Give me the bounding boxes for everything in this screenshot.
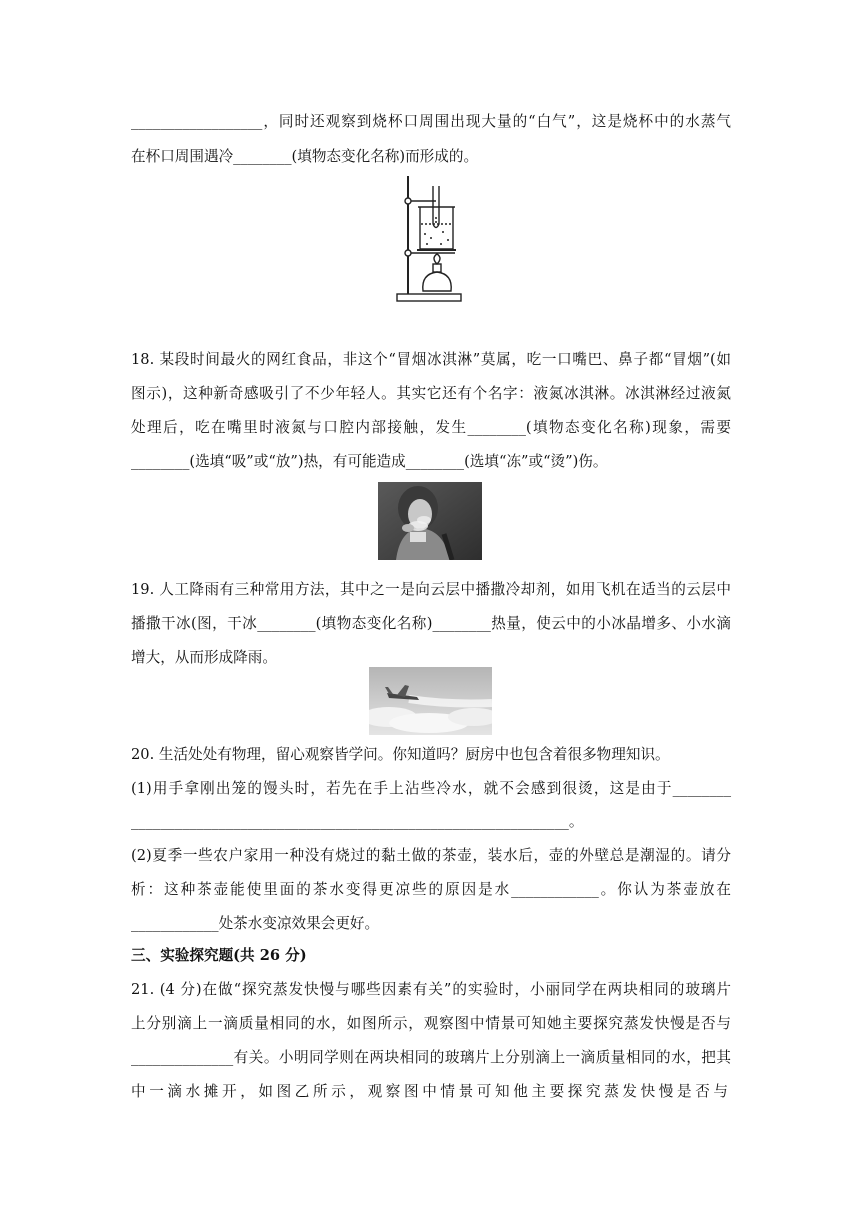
q21-line-2: 上分别滴上一滴质量相同的水，如图所示，观察图中情景可知她主要探究蒸发快慢是否与 bbox=[131, 1015, 731, 1032]
q20-line-2: (1)用手拿刚出笼的馒头时，若先在手上沾些冷水，就不会感到很烫，这是由于________ bbox=[131, 780, 731, 797]
q18-line-2: 图示)，这种新奇感吸引了不少年轻人。其实它还有个名字：液氮冰淇淋。冰淇淋经过液氮 bbox=[131, 385, 731, 402]
q19-line-1: 19. 人工降雨有三种常用方法，其中之一是向云层中播撒冷却剂，如用飞机在适当的云层中 bbox=[131, 581, 731, 598]
q21-line-4: 中一滴水摊开，如图乙所示，观察图中情景可知他主要探究蒸发快慢是否与 bbox=[131, 1083, 731, 1100]
q19-line-2: 播撒干冰(图，干冰________(填物态变化名称)________热量，使云中的小冰晶增多、小水滴 bbox=[131, 615, 731, 632]
beaker-heating-apparatus-figure bbox=[393, 174, 465, 306]
q18-line-4: ________(选填“吸”或“放”)热，有可能造成________(选填“冻”或“烫”)伤。 bbox=[131, 453, 608, 470]
ice-cream-photo-figure bbox=[378, 482, 482, 560]
q19-line-3: 增大，从而形成降雨。 bbox=[131, 649, 277, 666]
q18-line-3: 处理后，吃在嘴里时液氮与口腔内部接触，发生________(填物态变化名称)现象，需要 bbox=[131, 419, 731, 436]
q21-line-1: 21. (4 分)在做“探究蒸发快慢与哪些因素有关”的实验时，小丽同学在两块相同的玻璃片 bbox=[131, 981, 731, 998]
q17-line-2: 在杯口周围遇冷________(填物态变化名称)而形成的。 bbox=[131, 148, 479, 165]
q20-line-5: 析：这种茶壶能使里面的茶水变得更凉些的原因是水____________。你认为茶壶放在 bbox=[131, 881, 731, 898]
q18-line-1: 18. 某段时间最火的网红食品，非这个“冒烟冰淇淋”莫属，吃一口嘴巴、鼻子都“冒烟”(如 bbox=[131, 351, 731, 368]
airplane-cloud-seeding-photo-figure bbox=[369, 667, 492, 735]
section-heading: 三、实验探究题(共 26 分) bbox=[131, 947, 307, 964]
q20-line-3: ____________________________________________________________。 bbox=[131, 813, 584, 830]
q21-line-3: ______________有关。小明同学则在两块相同的玻璃片上分别滴上一滴质量相同的水，把其 bbox=[131, 1049, 731, 1066]
q17-line-1: __________________，同时还观察到烧杯口周围出现大量的“白气”，这是烧杯中的水蒸气 bbox=[131, 113, 731, 130]
q20-line-1: 20. 生活处处有物理，留心观察皆学问。你知道吗？厨房中也包含着很多物理知识。 bbox=[131, 746, 670, 763]
q20-line-6: ____________处茶水变凉效果会更好。 bbox=[131, 915, 380, 932]
q20-line-4: (2)夏季一些农户家用一种没有烧过的黏土做的茶壶，装水后，壶的外壁总是潮湿的。请分 bbox=[131, 847, 731, 864]
